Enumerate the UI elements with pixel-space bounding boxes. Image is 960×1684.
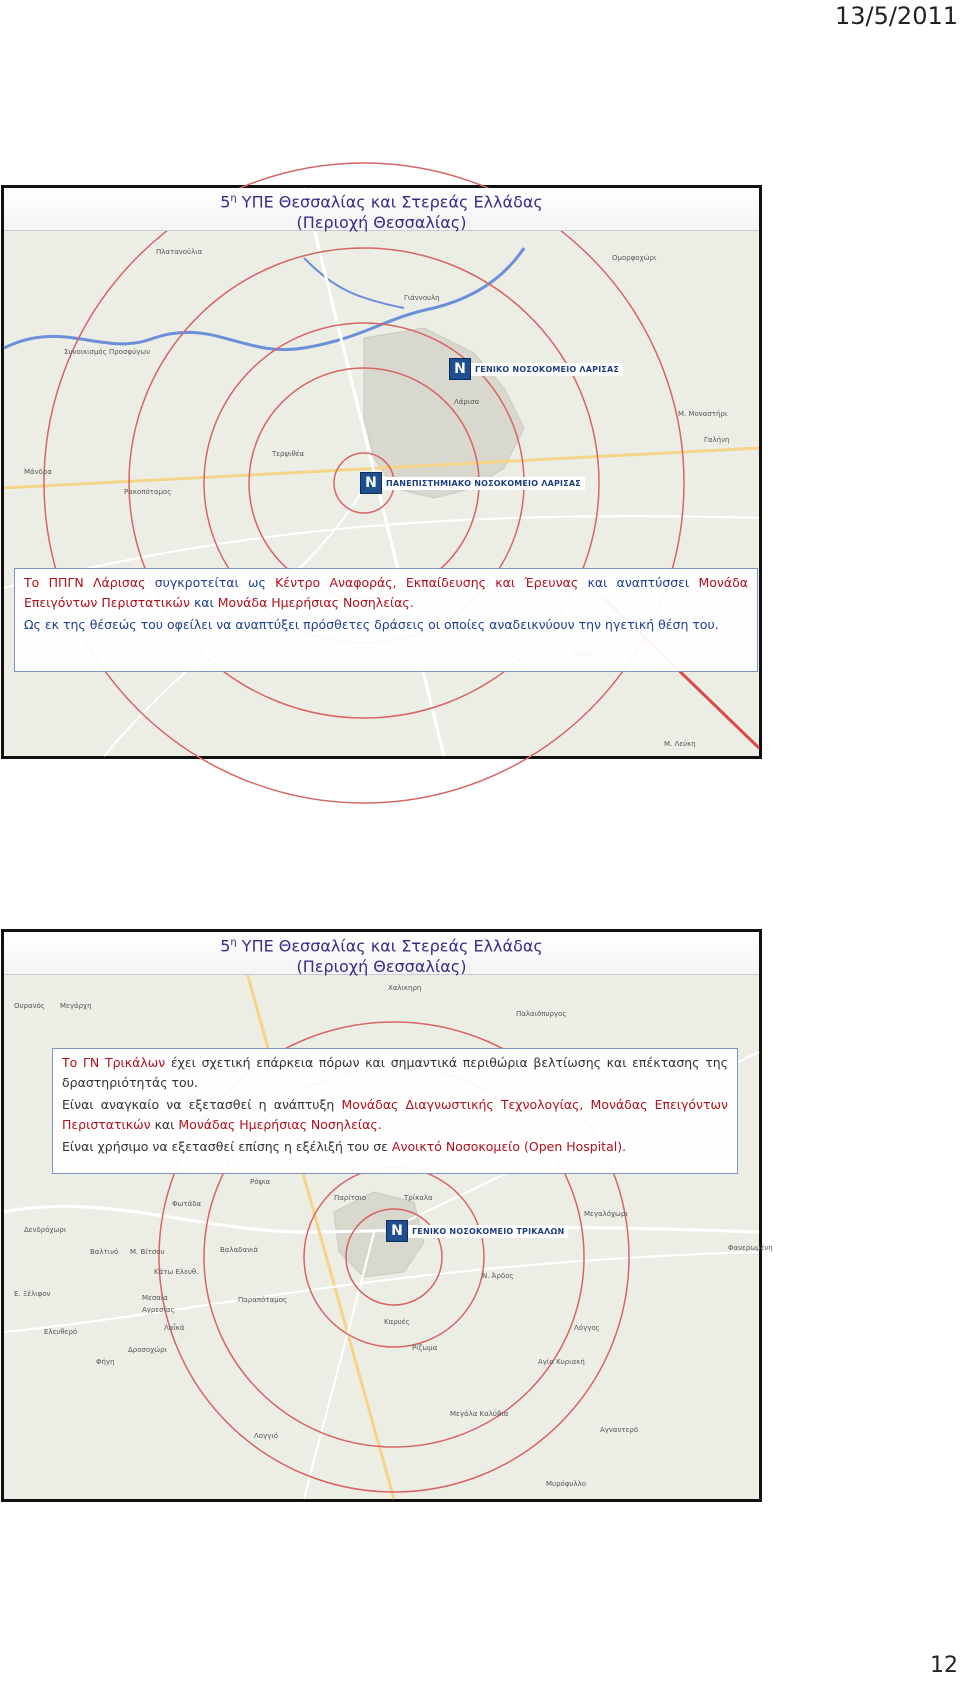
slide-title-line1: $5^\eta$ ΥΠΕ Θεσσαλίας και Στερεάς Ελλάδας xyxy=(220,936,543,956)
map-label: Παραπόταμος xyxy=(238,1296,288,1304)
map-label: Μεγάρχη xyxy=(60,1002,92,1010)
map-label: Παρίτσιο xyxy=(334,1194,366,1202)
map-label: Ρακοπόταμος xyxy=(124,488,172,496)
hospital-name: ΠΑΝΕΠΙΣΤΗΜΙΑΚΟ ΝΟΣΟΚΟΜΕΙΟ ΛΑΡΙΣΑΣ xyxy=(382,477,585,490)
map-label: Μ. Βίτσου xyxy=(130,1248,165,1256)
map-label: Φήγη xyxy=(96,1358,115,1366)
map-label: Δενδρόχωρι xyxy=(24,1226,67,1234)
hospital-logo-icon: N xyxy=(360,472,382,494)
map-label: Αγία Κυριακή xyxy=(538,1358,585,1366)
paragraph: Είναι χρήσιμο να εξετασθεί επίσης η εξέλιξή του σε Ανοικτό Νοσοκομείο (Open Hospital). xyxy=(62,1139,627,1154)
slide-trikala xyxy=(1,929,773,1502)
map-label: Μεγαλόχωρι xyxy=(584,1210,628,1218)
slide-title-line2: (Περιοχή Θεσσαλίας) xyxy=(296,957,467,977)
map-label: Φανερωμένη xyxy=(728,1244,773,1252)
map-label: Μυρόφυλλο xyxy=(546,1480,587,1488)
map-label: Ομορφοχώρι xyxy=(612,254,657,262)
map-label: Κάτω Ελευθ. xyxy=(154,1268,199,1276)
hospital-marker-trikala xyxy=(386,1220,568,1242)
slide-text-box xyxy=(52,1048,738,1174)
hospital-logo-icon: N xyxy=(449,358,471,380)
map-label: Ουρανός xyxy=(14,1002,45,1010)
map-label: Αγναντερό xyxy=(600,1426,639,1434)
map-label: Τερψιθέα xyxy=(272,450,305,458)
map-label: Μάνδρα xyxy=(24,468,52,476)
hospital-marker-university-larisa xyxy=(360,472,585,494)
map-label: Βαλτινό xyxy=(90,1248,119,1256)
hospital-name: ΓΕΝΙΚΟ ΝΟΣΟΚΟΜΕΙΟ ΛΑΡΙΣΑΣ xyxy=(471,363,623,376)
hospital-marker-general-larisa xyxy=(449,358,623,380)
paragraph: Το ΠΠΓΝ Λάρισας συγκροτείται ως Κέντρο Αναφοράς, Εκπαίδευσης και Έρευνας και αναπτύσσει Μονάδα Επειγόντων Περιστατικών και Μονάδα Ημερήσιας Νοσηλείας. xyxy=(24,575,748,610)
page-date: 13/5/2011 xyxy=(834,2,958,30)
map-label: Μ. Λεύκη xyxy=(664,740,696,748)
map-label: Λάρισα xyxy=(454,398,480,406)
map-label: Ελευθερό xyxy=(44,1328,78,1336)
paragraph: Το ΓΝ Τρικάλων έχει σχετική επάρκεια πόρων και σημαντικά περιθώρια βελτίωσης και επέκτασης της δραστηριότητάς του. xyxy=(62,1055,728,1090)
map-label: Λαΐκά xyxy=(164,1324,185,1332)
map-label: Ε. Ξέλιφον xyxy=(14,1290,51,1298)
map-label: Μεγάλα Καλύβια xyxy=(450,1410,509,1418)
slide-text-box xyxy=(14,568,758,672)
map-label: Ρόψια xyxy=(250,1178,271,1186)
map-label: Μ. Μοναστήρι xyxy=(678,410,728,418)
map-label: Ν. Άρδος xyxy=(482,1272,514,1280)
slide-title-line2: (Περιοχή Θεσσαλίας) xyxy=(296,213,467,233)
map-label: Λόγγος xyxy=(574,1324,600,1332)
hospital-name: ΓΕΝΙΚΟ ΝΟΣΟΚΟΜΕΙΟ ΤΡΙΚΑΛΩΝ xyxy=(408,1225,568,1238)
map-trikala xyxy=(4,932,759,1499)
map-label: Φωτάδα xyxy=(172,1200,202,1208)
slide-title xyxy=(4,188,759,231)
map-label: Μεσαία xyxy=(142,1294,168,1302)
map-label: Γαλήνη xyxy=(704,436,730,444)
map-label: Καρυές xyxy=(384,1318,410,1326)
map-label: Παλαιόπυργος xyxy=(516,1010,567,1018)
map-label: Πλατανούλια xyxy=(156,248,203,256)
hospital-logo-icon: N xyxy=(386,1220,408,1242)
paragraph: Ως εκ της θέσεώς του οφείλει να αναπτύξει πρόσθετες δράσεις οι οποίες αναδεικνύουν την ηγετική θέση του. xyxy=(24,617,719,632)
map-label: Ρίζωμα xyxy=(412,1344,438,1352)
slide-larisa xyxy=(1,185,762,759)
page-number: 12 xyxy=(930,1653,958,1678)
map-label: Συνοικισμός Προσφύγων xyxy=(64,348,151,356)
slide-title-line1: $5^\eta$ ΥΠΕ Θεσσαλίας και Στερεάς Ελλάδας xyxy=(220,192,543,212)
map-label: Γιάννουλη xyxy=(404,294,440,302)
map-label: Τρίκαλα xyxy=(404,1194,433,1202)
map-label: Βαλαδανιά xyxy=(220,1246,258,1254)
map-label: Λογγιό xyxy=(254,1432,279,1440)
map-label: Δροσοχώρι xyxy=(128,1346,167,1354)
paragraph: Είναι αναγκαίο να εξετασθεί η ανάπτυξη Μονάδας Διαγνωστικής Τεχνολογίας, Μονάδας Επειγόντων Περιστατικών και Μονάδας Ημερήσιας Νοσηλείας. xyxy=(62,1097,728,1132)
map-label: Αγρεσίας xyxy=(142,1306,175,1314)
map-label: Χαλικηρη xyxy=(388,984,422,992)
slide-title xyxy=(4,932,759,975)
